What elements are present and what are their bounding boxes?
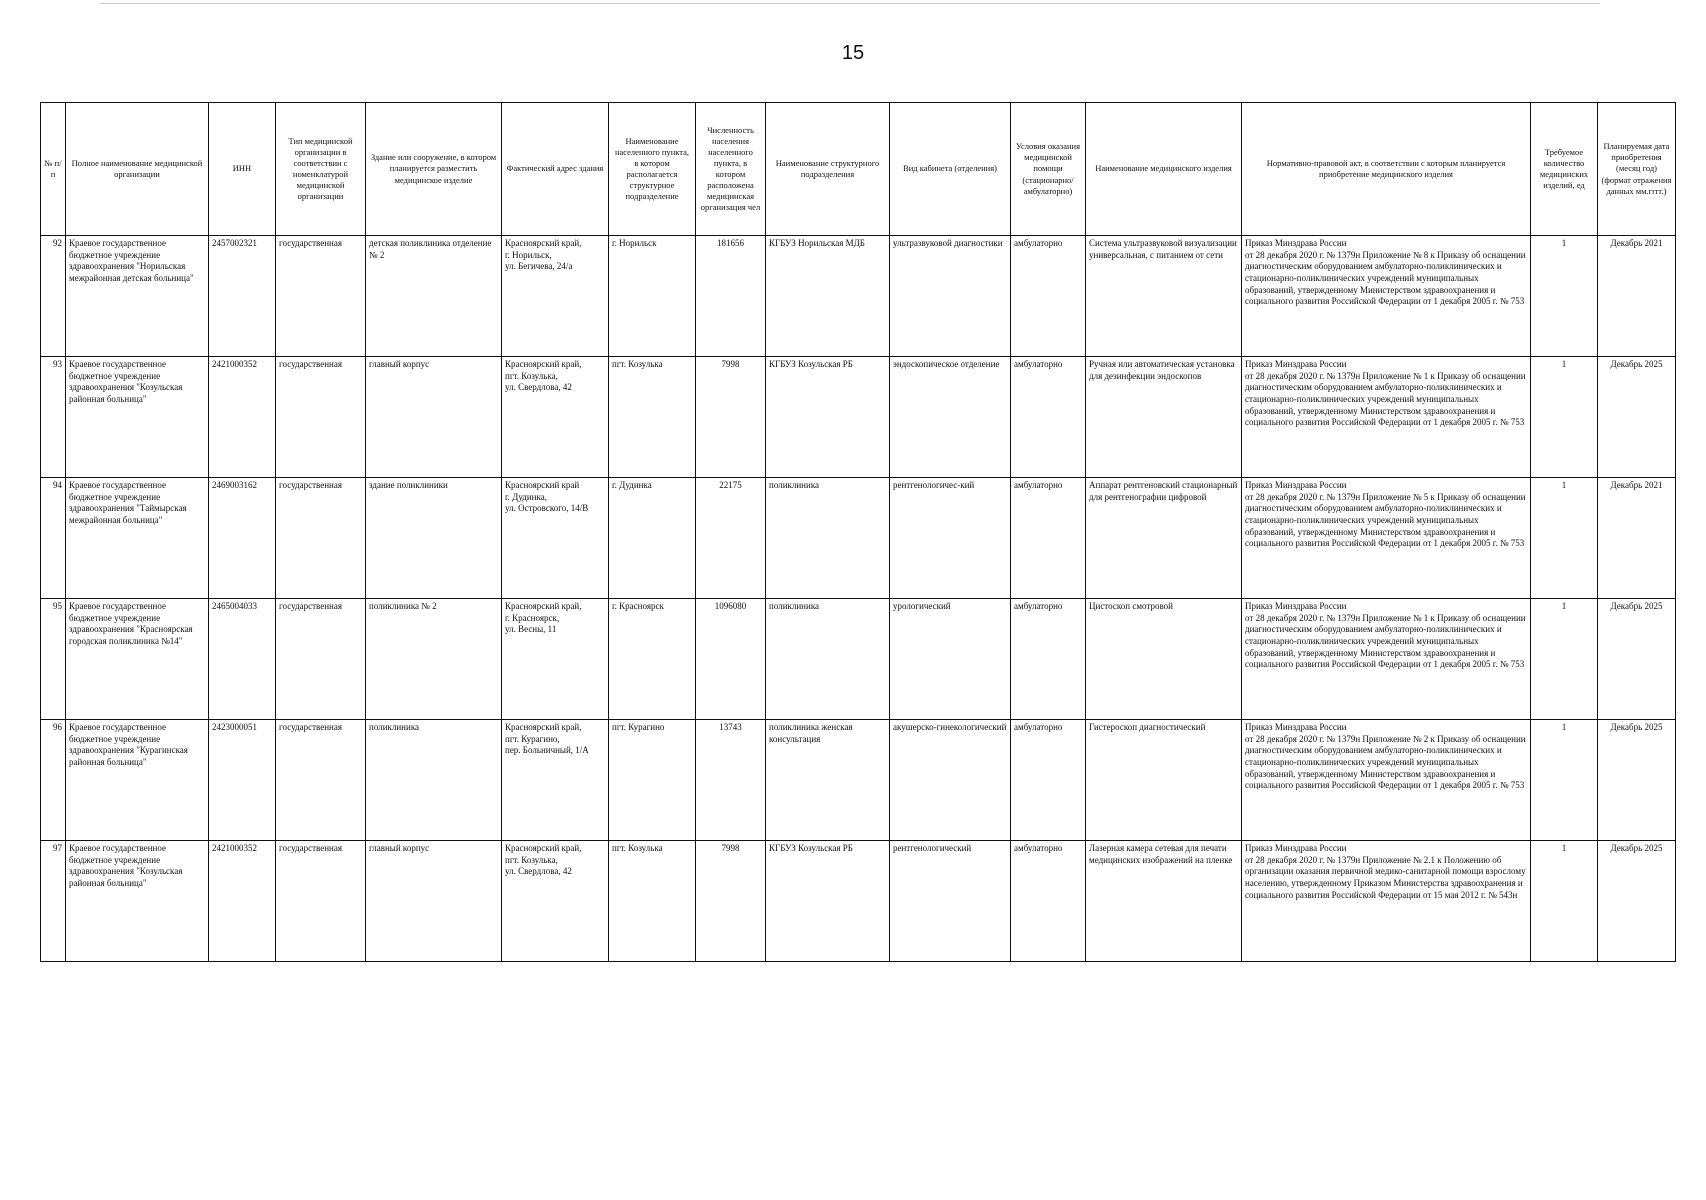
col-header-locality: Наименование населенного пункта, в котором располагается структурное подразделение — [609, 103, 696, 236]
cell-conditions: амбулаторно — [1011, 720, 1086, 841]
legal-act-text: от 28 декабря 2020 г. № 1379н Приложение № 1 к Приказу об оснащении диагностическим оборудованием амбулаторно-поликлинических и стационарно-поликлинических учреждений муниципальных образований, утвержденному Министерством здравоохранения и социального развития Российской Федерации от 1 декабря 2005 г. № 753 — [1245, 612, 1526, 670]
cell-cabinet: рентгенологичес-кий — [890, 478, 1011, 599]
address-line: ул. Свердлова, 42 — [505, 382, 572, 393]
cell-org-type: государственная — [276, 478, 366, 599]
col-header-date: Планируемая дата приобретения (месяц год) (формат отражения данных мм.гггг.) — [1598, 103, 1676, 236]
address-line: ул. Бегичева, 24/а — [505, 261, 573, 272]
legal-act-title: Приказ Минздрава России — [1245, 480, 1347, 490]
page-number: 15 — [841, 42, 865, 64]
cell-inn: 2421000352 — [209, 357, 276, 478]
cell-legal-act — [1242, 841, 1531, 962]
col-header-cabinet: Вид кабинета (отделения) — [890, 103, 1011, 236]
legal-act-text: от 28 декабря 2020 г. № 1379н Приложение № 2.1 к Положению об организации оказания первичной медико-санитарной помощи взрослому населению, утвержденному Приказом Министерства здравоохранения и социального развития Российской Федерации от 15 мая 2012 г. № 543н — [1245, 854, 1526, 900]
cell-cabinet: эндоскопическое отделение — [890, 357, 1011, 478]
cell-cabinet: ультразвуковой диагностики — [890, 236, 1011, 357]
cell-address — [502, 357, 609, 478]
table-row — [41, 599, 1676, 720]
cell-quantity: 1 — [1531, 841, 1598, 962]
cell-quantity: 1 — [1531, 357, 1598, 478]
address-line: г. Красноярск, — [505, 612, 560, 623]
cell-unit: КГБУЗ Норильская МДБ — [766, 236, 890, 357]
cell-org-name: Краевое государственное бюджетное учреждение здравоохранения "Козульская районная больница" — [66, 357, 209, 478]
cell-date: Декабрь 2025 — [1598, 357, 1676, 478]
cell-device: Гистероскоп диагностический — [1086, 720, 1242, 841]
cell-quantity: 1 — [1531, 478, 1598, 599]
legal-act-title: Приказ Минздрава России — [1245, 601, 1347, 611]
cell-population: 22175 — [696, 478, 766, 599]
col-header-unit: Наименование структурного подразделения — [766, 103, 890, 236]
cell-inn: 2421000352 — [209, 841, 276, 962]
cell-date: Декабрь 2021 — [1598, 236, 1676, 357]
cell-population: 7998 — [696, 841, 766, 962]
cell-quantity: 1 — [1531, 236, 1598, 357]
cell-building: главный корпус — [366, 841, 502, 962]
cell-inn: 2469003162 — [209, 478, 276, 599]
cell-locality: г. Норильск — [609, 236, 696, 357]
cell-org-name: Краевое государственное бюджетное учреждение здравоохранения "Красноярская городская поликлиника №14" — [66, 599, 209, 720]
scan-edge-line — [100, 3, 1600, 4]
cell-legal-act — [1242, 236, 1531, 357]
cell-population: 1096080 — [696, 599, 766, 720]
cell-building: детская поликлиника отделение № 2 — [366, 236, 502, 357]
cell-unit: поликлиника — [766, 599, 890, 720]
cell-population: 181656 — [696, 236, 766, 357]
cell-org-type: государственная — [276, 599, 366, 720]
address-line: Красноярский край, — [505, 238, 582, 248]
cell-device: Аппарат рентгеновский стационарный для рентгенографии цифровой — [1086, 478, 1242, 599]
cell-conditions: амбулаторно — [1011, 236, 1086, 357]
address-line: Красноярский край, — [505, 601, 582, 611]
cell-org-name: Краевое государственное бюджетное учреждение здравоохранения "Козульская районная больница" — [66, 841, 209, 962]
address-line: ул. Свердлова, 42 — [505, 866, 572, 877]
cell-cabinet: рентгенологический — [890, 841, 1011, 962]
cell-device: Система ультразвуковой визуализации универсальная, с питанием от сети — [1086, 236, 1242, 357]
col-header-org-name: Полное наименование медицинской организации — [66, 103, 209, 236]
cell-org-name: Краевое государственное бюджетное учреждение здравоохранения "Курагинская районная больница" — [66, 720, 209, 841]
col-header-address: Фактический адрес здания — [502, 103, 609, 236]
address-line: пер. Больничный, 1/А — [505, 745, 589, 756]
cell-address — [502, 841, 609, 962]
cell-legal-act — [1242, 599, 1531, 720]
col-header-conditions: Условия оказания медицинской помощи (стационарно/ амбулаторно) — [1011, 103, 1086, 236]
col-header-device: Наименование медицинского изделия — [1086, 103, 1242, 236]
address-line: г. Норильск, — [505, 249, 552, 260]
address-line: ул. Весны, 11 — [505, 624, 557, 635]
address-line: г. Дудинка, — [505, 491, 547, 502]
address-line: Красноярский край, — [505, 722, 582, 732]
cell-inn: 2423000051 — [209, 720, 276, 841]
cell-number: 95 — [41, 599, 66, 720]
cell-unit: КГБУЗ Козульская РБ — [766, 841, 890, 962]
cell-org-name: Краевое государственное бюджетное учреждение здравоохранения "Норильская межрайонная детская больница" — [66, 236, 209, 357]
cell-number: 97 — [41, 841, 66, 962]
cell-org-type: государственная — [276, 236, 366, 357]
cell-date: Декабрь 2025 — [1598, 599, 1676, 720]
cell-conditions: амбулаторно — [1011, 599, 1086, 720]
cell-locality: г. Дудинка — [609, 478, 696, 599]
cell-org-type: государственная — [276, 841, 366, 962]
cell-address — [502, 599, 609, 720]
cell-legal-act — [1242, 478, 1531, 599]
legal-act-text: от 28 декабря 2020 г. № 1379н Приложение № 1 к Приказу об оснащении диагностическим оборудованием амбулаторно-поликлинических и стационарно-поликлинических учреждений муниципальных образований, утвержденному Министерством здравоохранения и социального развития Российской Федерации от 1 декабря 2005 г. № 753 — [1245, 370, 1526, 428]
cell-locality: пгт. Козулька — [609, 841, 696, 962]
cell-address — [502, 720, 609, 841]
legal-act-text: от 28 декабря 2020 г. № 1379н Приложение № 2 к Приказу об оснащении диагностическим оборудованием амбулаторно-поликлинических и стационарно-поликлинических учреждений муниципальных образований, утвержденному Министерством здравоохранения и социального развития Российской Федерации от 1 декабря 2005 г. № 753 — [1245, 733, 1526, 791]
cell-locality: г. Красноярск — [609, 599, 696, 720]
cell-quantity: 1 — [1531, 599, 1598, 720]
cell-cabinet: урологический — [890, 599, 1011, 720]
col-header-number: № п/п — [41, 103, 66, 236]
cell-legal-act — [1242, 357, 1531, 478]
cell-address — [502, 478, 609, 599]
equipment-table — [40, 102, 1676, 962]
col-header-population: Численность населения населенного пункта, в котором расположена медицинская организация чел — [696, 103, 766, 236]
legal-act-title: Приказ Минздрава России — [1245, 238, 1347, 248]
cell-locality: пгт. Козулька — [609, 357, 696, 478]
cell-date: Декабрь 2025 — [1598, 720, 1676, 841]
cell-unit: поликлиника — [766, 478, 890, 599]
cell-number: 94 — [41, 478, 66, 599]
cell-locality: пгт. Курагино — [609, 720, 696, 841]
col-header-org-type: Тип медицинской организации в соответствии с номенклатурой медицинской организации — [276, 103, 366, 236]
cell-building: здание поликлиники — [366, 478, 502, 599]
cell-cabinet: акушерско-гинекологический — [890, 720, 1011, 841]
address-line: пгт. Козулька, — [505, 854, 558, 865]
cell-population: 13743 — [696, 720, 766, 841]
col-header-legal-act: Нормативно-правовой акт, в соответствии с которым планируется приобретение медицинского изделия — [1242, 103, 1531, 236]
legal-act-title: Приказ Минздрава России — [1245, 843, 1347, 853]
col-header-inn: ИНН — [209, 103, 276, 236]
address-line: Красноярский край, — [505, 359, 582, 369]
table-row — [41, 720, 1676, 841]
cell-building: поликлиника № 2 — [366, 599, 502, 720]
table-row — [41, 357, 1676, 478]
address-line: пгт. Курагино, — [505, 733, 560, 744]
cell-conditions: амбулаторно — [1011, 841, 1086, 962]
cell-inn: 2465004033 — [209, 599, 276, 720]
cell-device: Цистоскоп смотровой — [1086, 599, 1242, 720]
table-body — [41, 236, 1676, 962]
table-row — [41, 478, 1676, 599]
legal-act-text: от 28 декабря 2020 г. № 1379н Приложение № 8 к Приказу об оснащении диагностическим оборудованием амбулаторно-поликлинических и стационарно-поликлинических учреждений муниципальных образований, утвержденному Министерством здравоохранения и социального развития Российской Федерации от 1 декабря 2005 г. № 753 — [1245, 249, 1526, 307]
cell-device: Лазерная камера сетевая для печати медицинских изображений на пленке — [1086, 841, 1242, 962]
table-row — [41, 236, 1676, 357]
legal-act-title: Приказ Минздрава России — [1245, 359, 1347, 369]
table-header — [41, 103, 1676, 236]
cell-number: 92 — [41, 236, 66, 357]
cell-inn: 2457002321 — [209, 236, 276, 357]
cell-date: Декабрь 2025 — [1598, 841, 1676, 962]
address-line: Красноярский край — [505, 480, 580, 490]
cell-building: поликлиника — [366, 720, 502, 841]
cell-address — [502, 236, 609, 357]
address-line: пгт. Козулька, — [505, 370, 558, 381]
legal-act-text: от 28 декабря 2020 г. № 1379н Приложение № 5 к Приказу об оснащении диагностическим оборудованием амбулаторно-поликлинических и стационарно-поликлинических учреждений муниципальных образований, утвержденному Министерством здравоохранения и социального развития Российской Федерации от 1 декабря 2005 г. № 753 — [1245, 491, 1526, 549]
cell-date: Декабрь 2021 — [1598, 478, 1676, 599]
cell-legal-act — [1242, 720, 1531, 841]
cell-org-type: государственная — [276, 720, 366, 841]
address-line: Красноярский край, — [505, 843, 582, 853]
legal-act-title: Приказ Минздрава России — [1245, 722, 1347, 732]
col-header-building: Здание или сооружение, в котором планируется разместить медицинское изделие — [366, 103, 502, 236]
cell-building: главный корпус — [366, 357, 502, 478]
cell-quantity: 1 — [1531, 720, 1598, 841]
cell-org-name: Краевое государственное бюджетное учреждение здравоохранения "Таймырская межрайонная больница" — [66, 478, 209, 599]
cell-unit: КГБУЗ Козульская РБ — [766, 357, 890, 478]
cell-number: 96 — [41, 720, 66, 841]
cell-unit: поликлиника женская консультация — [766, 720, 890, 841]
cell-org-type: государственная — [276, 357, 366, 478]
cell-conditions: амбулаторно — [1011, 357, 1086, 478]
cell-number: 93 — [41, 357, 66, 478]
cell-device: Ручная или автоматическая установка для дезинфекции эндоскопов — [1086, 357, 1242, 478]
cell-conditions: амбулаторно — [1011, 478, 1086, 599]
col-header-quantity: Требуемое количество медицинских изделий, ед — [1531, 103, 1598, 236]
cell-population: 7998 — [696, 357, 766, 478]
table-row — [41, 841, 1676, 962]
address-line: ул. Островского, 14/В — [505, 503, 589, 514]
